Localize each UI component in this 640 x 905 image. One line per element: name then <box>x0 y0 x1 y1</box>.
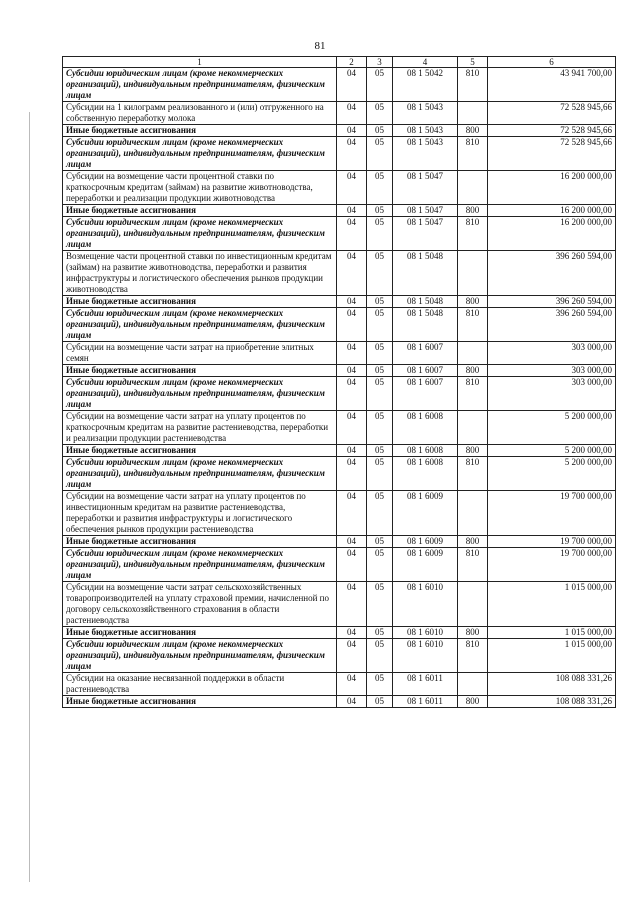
header-col-6: 6 <box>488 57 616 68</box>
row-expense-type-cell: 800 <box>458 445 488 457</box>
table-row <box>63 548 616 582</box>
table-row <box>63 377 616 411</box>
row-expense-type-cell: 810 <box>458 217 488 251</box>
table-row <box>63 251 616 296</box>
table-row <box>63 125 616 137</box>
row-name-cell: Иные бюджетные ассигнования <box>63 205 337 217</box>
row-target-article-cell: 08 1 6007 <box>393 377 458 411</box>
row-name-cell: Субсидии на оказание несвязанной поддержки в области растениеводства <box>63 673 337 696</box>
table-row <box>63 673 616 696</box>
row-name-cell: Иные бюджетные ассигнования <box>63 296 337 308</box>
row-subsection-cell: 05 <box>367 457 393 491</box>
row-expense-type-cell <box>458 102 488 125</box>
row-name-cell: Иные бюджетные ассигнования <box>63 125 337 137</box>
row-subsection-cell: 05 <box>367 548 393 582</box>
row-name-cell: Иные бюджетные ассигнования <box>63 365 337 377</box>
row-section-cell: 04 <box>337 627 367 639</box>
row-expense-type-cell: 800 <box>458 296 488 308</box>
table-row <box>63 68 616 102</box>
row-section-cell: 04 <box>337 377 367 411</box>
row-expense-type-cell <box>458 673 488 696</box>
table-row <box>63 217 616 251</box>
row-section-cell: 04 <box>337 137 367 171</box>
table-row <box>63 296 616 308</box>
row-section-cell: 04 <box>337 582 367 627</box>
row-target-article-cell: 08 1 6008 <box>393 445 458 457</box>
row-expense-type-cell <box>458 411 488 445</box>
row-target-article-cell: 08 1 6008 <box>393 411 458 445</box>
row-amount-cell: 5 200 000,00 <box>488 445 616 457</box>
row-subsection-cell: 05 <box>367 296 393 308</box>
row-expense-type-cell <box>458 491 488 536</box>
row-amount-cell: 19 700 000,00 <box>488 536 616 548</box>
row-target-article-cell: 08 1 6011 <box>393 696 458 708</box>
row-section-cell: 04 <box>337 102 367 125</box>
row-amount-cell: 108 088 331,26 <box>488 696 616 708</box>
row-amount-cell: 396 260 594,00 <box>488 251 616 296</box>
row-subsection-cell: 05 <box>367 445 393 457</box>
row-amount-cell: 396 260 594,00 <box>488 296 616 308</box>
row-subsection-cell: 05 <box>367 673 393 696</box>
scan-margin-line <box>29 112 30 882</box>
row-amount-cell: 1 015 000,00 <box>488 627 616 639</box>
row-target-article-cell: 08 1 5047 <box>393 171 458 205</box>
row-amount-cell: 303 000,00 <box>488 342 616 365</box>
row-name-cell: Субсидии на 1 килограмм реализованного и (или) отгруженного на собственную переработку молока <box>63 102 337 125</box>
table-row <box>63 582 616 627</box>
row-name-cell: Иные бюджетные ассигнования <box>63 536 337 548</box>
row-amount-cell: 19 700 000,00 <box>488 548 616 582</box>
row-target-article-cell: 08 1 5043 <box>393 137 458 171</box>
row-amount-cell: 303 000,00 <box>488 365 616 377</box>
row-section-cell: 04 <box>337 125 367 137</box>
row-section-cell: 04 <box>337 536 367 548</box>
budget-table <box>62 56 616 708</box>
row-name-cell: Субсидии юридическим лицам (кроме некоммерческих организаций), индивидуальным предпринимателям, физическим лицам <box>63 308 337 342</box>
row-expense-type-cell <box>458 171 488 205</box>
header-col-3: 3 <box>367 57 393 68</box>
row-section-cell: 04 <box>337 251 367 296</box>
row-section-cell: 04 <box>337 411 367 445</box>
table-row <box>63 536 616 548</box>
row-amount-cell: 1 015 000,00 <box>488 582 616 627</box>
row-expense-type-cell: 810 <box>458 137 488 171</box>
row-name-cell: Субсидии юридическим лицам (кроме некоммерческих организаций), индивидуальным предпринимателям, физическим лицам <box>63 68 337 102</box>
row-target-article-cell: 08 1 6010 <box>393 639 458 673</box>
row-target-article-cell: 08 1 5047 <box>393 205 458 217</box>
row-expense-type-cell: 810 <box>458 548 488 582</box>
row-name-cell: Иные бюджетные ассигнования <box>63 696 337 708</box>
table-row <box>63 102 616 125</box>
row-subsection-cell: 05 <box>367 377 393 411</box>
row-amount-cell: 19 700 000,00 <box>488 491 616 536</box>
row-amount-cell: 72 528 945,66 <box>488 102 616 125</box>
header-col-1: 1 <box>63 57 337 68</box>
table-header-row <box>63 57 616 68</box>
table-row <box>63 365 616 377</box>
row-amount-cell: 16 200 000,00 <box>488 171 616 205</box>
row-subsection-cell: 05 <box>367 491 393 536</box>
row-name-cell: Иные бюджетные ассигнования <box>63 627 337 639</box>
row-name-cell: Субсидии юридическим лицам (кроме некоммерческих организаций), индивидуальным предпринимателям, физическим лицам <box>63 457 337 491</box>
row-subsection-cell: 05 <box>367 68 393 102</box>
row-amount-cell: 108 088 331,26 <box>488 673 616 696</box>
row-section-cell: 04 <box>337 696 367 708</box>
row-expense-type-cell: 800 <box>458 125 488 137</box>
row-section-cell: 04 <box>337 171 367 205</box>
row-name-cell: Субсидии на возмещение части затрат на приобретение элитных семян <box>63 342 337 365</box>
row-subsection-cell: 05 <box>367 217 393 251</box>
row-target-article-cell: 08 1 6008 <box>393 457 458 491</box>
row-target-article-cell: 08 1 6007 <box>393 342 458 365</box>
row-subsection-cell: 05 <box>367 639 393 673</box>
row-name-cell: Иные бюджетные ассигнования <box>63 445 337 457</box>
row-section-cell: 04 <box>337 445 367 457</box>
row-expense-type-cell: 800 <box>458 627 488 639</box>
row-target-article-cell: 08 1 6010 <box>393 582 458 627</box>
row-target-article-cell: 08 1 6009 <box>393 491 458 536</box>
row-target-article-cell: 08 1 5042 <box>393 68 458 102</box>
row-name-cell: Субсидии на возмещение части затрат на уплату процентов по инвестиционным кредитам на развитие растениеводства, переработки и развития инфраструктуры и логистического обеспечения рынков продукции растениеводства <box>63 491 337 536</box>
row-subsection-cell: 05 <box>367 696 393 708</box>
header-col-4: 4 <box>393 57 458 68</box>
row-expense-type-cell: 810 <box>458 308 488 342</box>
row-amount-cell: 1 015 000,00 <box>488 639 616 673</box>
row-expense-type-cell: 800 <box>458 696 488 708</box>
row-target-article-cell: 08 1 5048 <box>393 308 458 342</box>
row-expense-type-cell <box>458 342 488 365</box>
table-row <box>63 445 616 457</box>
row-target-article-cell: 08 1 5047 <box>393 217 458 251</box>
table-row <box>63 491 616 536</box>
row-subsection-cell: 05 <box>367 342 393 365</box>
row-name-cell: Субсидии юридическим лицам (кроме некоммерческих организаций), индивидуальным предпринимателям, физическим лицам <box>63 137 337 171</box>
row-name-cell: Субсидии на возмещение части процентной ставки по краткосрочным кредитам (займам) на развитие животноводства, переработки и реализации продукции животноводства <box>63 171 337 205</box>
row-subsection-cell: 05 <box>367 125 393 137</box>
row-subsection-cell: 05 <box>367 627 393 639</box>
page-number: 81 <box>314 40 326 52</box>
row-expense-type-cell: 810 <box>458 639 488 673</box>
row-expense-type-cell <box>458 251 488 296</box>
table-row <box>63 137 616 171</box>
row-section-cell: 04 <box>337 639 367 673</box>
row-amount-cell: 303 000,00 <box>488 377 616 411</box>
table-row <box>63 342 616 365</box>
row-subsection-cell: 05 <box>367 251 393 296</box>
row-target-article-cell: 08 1 5048 <box>393 251 458 296</box>
row-target-article-cell: 08 1 5043 <box>393 102 458 125</box>
row-amount-cell: 16 200 000,00 <box>488 217 616 251</box>
row-name-cell: Субсидии юридическим лицам (кроме некоммерческих организаций), индивидуальным предпринимателям, физическим лицам <box>63 217 337 251</box>
table-row <box>63 639 616 673</box>
row-target-article-cell: 08 1 6009 <box>393 536 458 548</box>
row-section-cell: 04 <box>337 308 367 342</box>
row-name-cell: Субсидии юридическим лицам (кроме некоммерческих организаций), индивидуальным предпринимателям, физическим лицам <box>63 548 337 582</box>
header-col-2: 2 <box>337 57 367 68</box>
row-expense-type-cell: 810 <box>458 68 488 102</box>
row-name-cell: Субсидии юридическим лицам (кроме некоммерческих организаций), индивидуальным предпринимателям, физическим лицам <box>63 639 337 673</box>
row-section-cell: 04 <box>337 548 367 582</box>
row-expense-type-cell: 800 <box>458 365 488 377</box>
row-amount-cell: 5 200 000,00 <box>488 457 616 491</box>
row-amount-cell: 72 528 945,66 <box>488 125 616 137</box>
row-subsection-cell: 05 <box>367 205 393 217</box>
row-amount-cell: 43 941 700,00 <box>488 68 616 102</box>
row-expense-type-cell: 810 <box>458 377 488 411</box>
row-subsection-cell: 05 <box>367 102 393 125</box>
table-body <box>63 68 616 708</box>
table-row <box>63 171 616 205</box>
row-amount-cell: 396 260 594,00 <box>488 308 616 342</box>
row-section-cell: 04 <box>337 673 367 696</box>
row-target-article-cell: 08 1 5043 <box>393 125 458 137</box>
table-row <box>63 696 616 708</box>
row-expense-type-cell: 800 <box>458 536 488 548</box>
row-amount-cell: 72 528 945,66 <box>488 137 616 171</box>
row-target-article-cell: 08 1 6009 <box>393 548 458 582</box>
row-subsection-cell: 05 <box>367 308 393 342</box>
row-amount-cell: 16 200 000,00 <box>488 205 616 217</box>
row-subsection-cell: 05 <box>367 536 393 548</box>
row-section-cell: 04 <box>337 205 367 217</box>
row-section-cell: 04 <box>337 296 367 308</box>
row-name-cell: Субсидии на возмещение части затрат на уплату процентов по краткосрочным кредитам на развитие растениеводства, переработки и реализации продукции растениеводства <box>63 411 337 445</box>
row-subsection-cell: 05 <box>367 582 393 627</box>
row-subsection-cell: 05 <box>367 171 393 205</box>
row-section-cell: 04 <box>337 491 367 536</box>
row-target-article-cell: 08 1 6011 <box>393 673 458 696</box>
row-section-cell: 04 <box>337 457 367 491</box>
header-col-5: 5 <box>458 57 488 68</box>
row-section-cell: 04 <box>337 342 367 365</box>
table-row <box>63 627 616 639</box>
row-amount-cell: 5 200 000,00 <box>488 411 616 445</box>
table-row <box>63 411 616 445</box>
row-subsection-cell: 05 <box>367 411 393 445</box>
row-expense-type-cell: 810 <box>458 457 488 491</box>
table-row <box>63 457 616 491</box>
row-name-cell: Возмещение части процентной ставки по инвестиционным кредитам (займам) на развитие животноводства, переработки и развития инфраструктуры и логистического обеспечения рынков продукции животноводства <box>63 251 337 296</box>
row-subsection-cell: 05 <box>367 365 393 377</box>
row-target-article-cell: 08 1 5048 <box>393 296 458 308</box>
row-expense-type-cell: 800 <box>458 205 488 217</box>
table-row <box>63 308 616 342</box>
row-section-cell: 04 <box>337 68 367 102</box>
row-name-cell: Субсидии юридическим лицам (кроме некоммерческих организаций), индивидуальным предпринимателям, физическим лицам <box>63 377 337 411</box>
row-expense-type-cell <box>458 582 488 627</box>
row-target-article-cell: 08 1 6010 <box>393 627 458 639</box>
row-subsection-cell: 05 <box>367 137 393 171</box>
row-name-cell: Субсидии на возмещение части затрат сельскохозяйственных товаропроизводителей на уплату страховой премии, начисленной по договору сельскохозяйственного страхования в области растениеводства <box>63 582 337 627</box>
row-section-cell: 04 <box>337 365 367 377</box>
row-section-cell: 04 <box>337 217 367 251</box>
row-target-article-cell: 08 1 6007 <box>393 365 458 377</box>
table-row <box>63 205 616 217</box>
